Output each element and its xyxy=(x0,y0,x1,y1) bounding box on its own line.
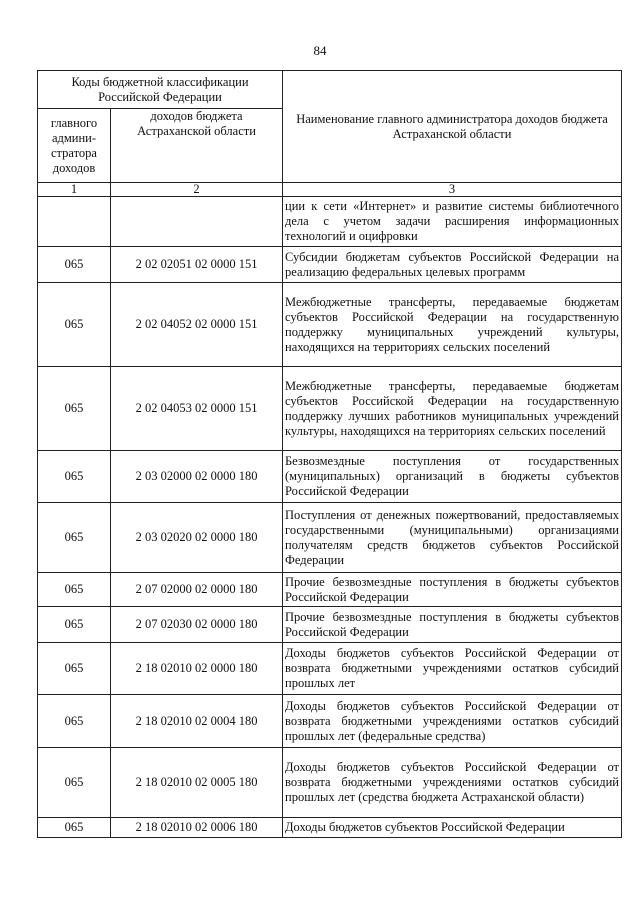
income-name: Доходы бюджетов субъектов Российской Федерации от возврата бюджетными учреждениями остатков субсидий прошлых лет (федеральные средства) xyxy=(283,695,622,748)
income-code: 2 18 02010 02 0006 180 xyxy=(111,818,283,838)
header-group: Коды бюджетной классификации Российской Федерации xyxy=(38,71,283,109)
income-name: Доходы бюджетов субъектов Российской Федерации от возврата бюджетными учреждениями остатков субсидий прошлых лет (средства бюджета Астраханской области) xyxy=(283,748,622,818)
admin-code: 065 xyxy=(38,607,111,643)
column-number-1: 1 xyxy=(38,183,111,197)
income-name: Поступления от денежных пожертвований, предоставляемых государственными (муниципальными) организациями получателям средств бюджетов субъектов Российской Федерации xyxy=(283,503,622,573)
income-code: 2 02 04053 02 0000 151 xyxy=(111,367,283,451)
table-row xyxy=(38,695,622,748)
income-code: 2 03 02000 02 0000 180 xyxy=(111,451,283,503)
income-code: 2 07 02030 02 0000 180 xyxy=(111,607,283,643)
admin-code: 065 xyxy=(38,367,111,451)
column-number-3: 3 xyxy=(283,183,622,197)
budget-classification-table xyxy=(37,70,622,838)
admin-code: 065 xyxy=(38,503,111,573)
table-row xyxy=(38,573,622,607)
page-number: 84 xyxy=(313,43,327,58)
table-row xyxy=(38,451,622,503)
table-row xyxy=(38,643,622,695)
table-row xyxy=(38,283,622,367)
income-name: Безвозмездные поступления от государственных (муниципальных) организаций в бюджеты субъектов Российской Федерации xyxy=(283,451,622,503)
header-col1: главного админи-стратора доходов xyxy=(38,109,111,183)
income-name: Доходы бюджетов субъектов Российской Федерации xyxy=(283,818,622,838)
income-code: 2 02 04052 02 0000 151 xyxy=(111,283,283,367)
income-name: ции к сети «Интернет» и развитие системы библиотечного дела с учетом задачи расширения информационных технологий и оцифровки xyxy=(283,197,622,247)
table-row xyxy=(38,818,622,838)
income-code: 2 07 02000 02 0000 180 xyxy=(111,573,283,607)
income-code: 2 18 02010 02 0005 180 xyxy=(111,748,283,818)
admin-code: 065 xyxy=(38,695,111,748)
income-name: Межбюджетные трансферты, передаваемые бюджетам субъектов Российской Федерации на государственную поддержку муниципальных учреждений культуры, находящихся на территориях сельских поселений xyxy=(283,283,622,367)
income-name: Доходы бюджетов субъектов Российской Федерации от возврата бюджетными учреждениями остатков субсидий прошлых лет xyxy=(283,643,622,695)
income-name: Межбюджетные трансферты, передаваемые бюджетам субъектов Российской Федерации на государственную поддержку лучших работников муниципальных учреждений культуры, находящихся на территориях сельских поселений xyxy=(283,367,622,451)
table-row xyxy=(38,607,622,643)
admin-code: 065 xyxy=(38,643,111,695)
table-row xyxy=(38,247,622,283)
table-row xyxy=(38,503,622,573)
income-code: 2 18 02010 02 0004 180 xyxy=(111,695,283,748)
admin-code: 065 xyxy=(38,818,111,838)
table-row xyxy=(38,367,622,451)
admin-code: 065 xyxy=(38,283,111,367)
admin-code: 065 xyxy=(38,573,111,607)
admin-code: 065 xyxy=(38,451,111,503)
admin-code: 065 xyxy=(38,748,111,818)
table-row xyxy=(38,197,622,247)
header-col3: Наименование главного администратора доходов бюджета Астраханской области xyxy=(283,71,622,183)
admin-code xyxy=(38,197,111,247)
income-name: Прочие безвозмездные поступления в бюджеты субъектов Российской Федерации xyxy=(283,607,622,643)
income-name: Прочие безвозмездные поступления в бюджеты субъектов Российской Федерации xyxy=(283,573,622,607)
header-col2: доходов бюджета Астраханской области xyxy=(111,109,283,183)
column-number-2: 2 xyxy=(111,183,283,197)
table-row xyxy=(38,748,622,818)
income-name: Субсидии бюджетам субъектов Российской Федерации на реализацию федеральных целевых программ xyxy=(283,247,622,283)
admin-code: 065 xyxy=(38,247,111,283)
income-code xyxy=(111,197,283,247)
income-code: 2 02 02051 02 0000 151 xyxy=(111,247,283,283)
income-code: 2 18 02010 02 0000 180 xyxy=(111,643,283,695)
income-code: 2 03 02020 02 0000 180 xyxy=(111,503,283,573)
